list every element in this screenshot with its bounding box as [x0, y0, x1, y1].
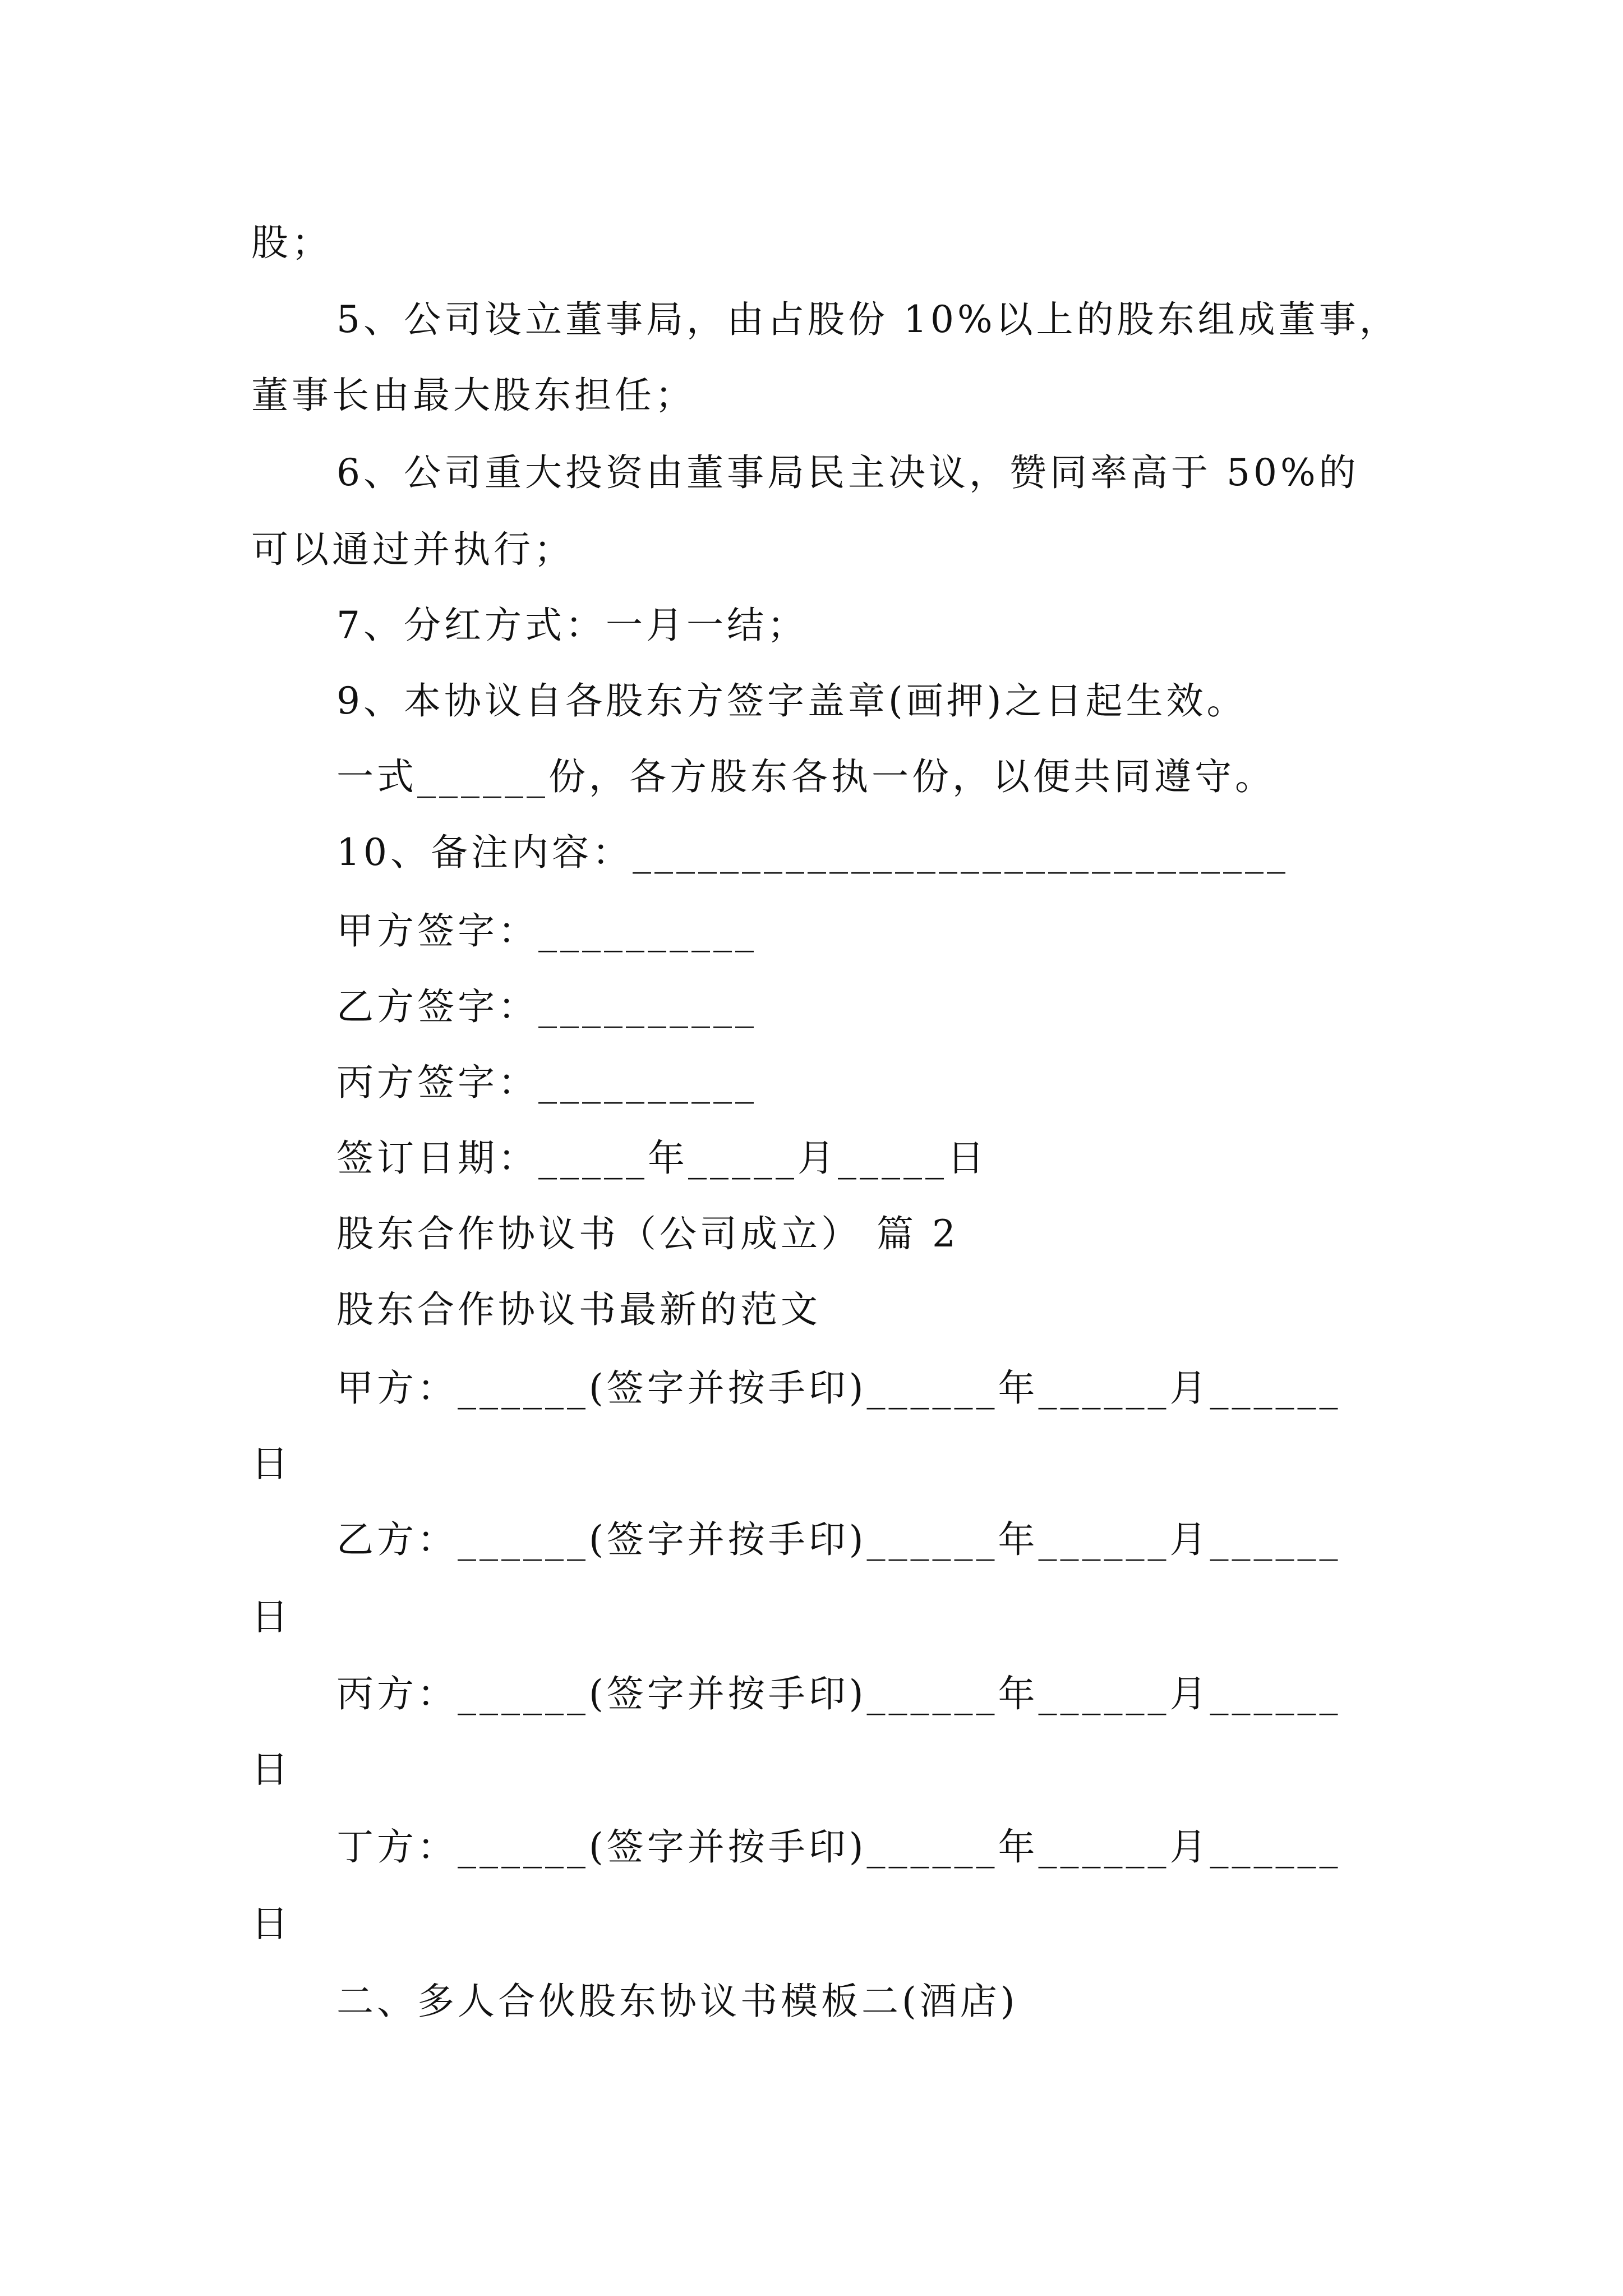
party-line-a: 甲方：______(签字并按手印)______年______月______	[336, 1366, 1341, 1410]
text-line: 7、分红方式：一月一结；	[336, 604, 808, 647]
text-line: 5、公司设立董事局，由占股份 10%以上的股东组成董事，	[336, 298, 1400, 341]
text-line: 9、本协议自各股东方签字盖章(画押)之日起生效。	[336, 679, 1247, 723]
party-line-a-day: 日	[251, 1442, 292, 1485]
remarks-line: 10、备注内容：______________________________	[336, 831, 1289, 874]
section-subheading: 股东合作协议书最新的范文	[336, 1288, 821, 1331]
text-line: 一式______份，各方股东各执一份，以便共同遵守。	[336, 755, 1275, 798]
section-heading-2: 二、多人合伙股东协议书模板二(酒店)	[336, 1980, 1018, 2023]
signature-line-b: 乙方签字：__________	[336, 985, 757, 1028]
section-heading: 股东合作协议书（公司成立） 篇 2	[336, 1212, 959, 1255]
party-line-d-day: 日	[251, 1902, 292, 1945]
sign-date-line: 签订日期：_____年_____月_____日	[336, 1137, 988, 1180]
party-line-b-day: 日	[251, 1595, 292, 1639]
signature-line-a: 甲方签字：__________	[336, 909, 757, 953]
party-line-d: 丁方：______(签字并按手印)______年______月______	[336, 1825, 1341, 1869]
party-line-b: 乙方：______(签字并按手印)______年______月______	[336, 1518, 1341, 1561]
text-line: 股；	[251, 221, 332, 264]
party-line-c-day: 日	[251, 1748, 292, 1791]
signature-line-c: 丙方签字：__________	[336, 1061, 757, 1104]
text-line: 6、公司重大投资由董事局民主决议，赞同率高于 50%的	[336, 451, 1359, 494]
text-line: 董事长由最大股东担任；	[251, 374, 695, 417]
party-line-c: 丙方：______(签字并按手印)______年______月______	[336, 1672, 1341, 1715]
text-line: 可以通过并执行；	[251, 528, 574, 571]
